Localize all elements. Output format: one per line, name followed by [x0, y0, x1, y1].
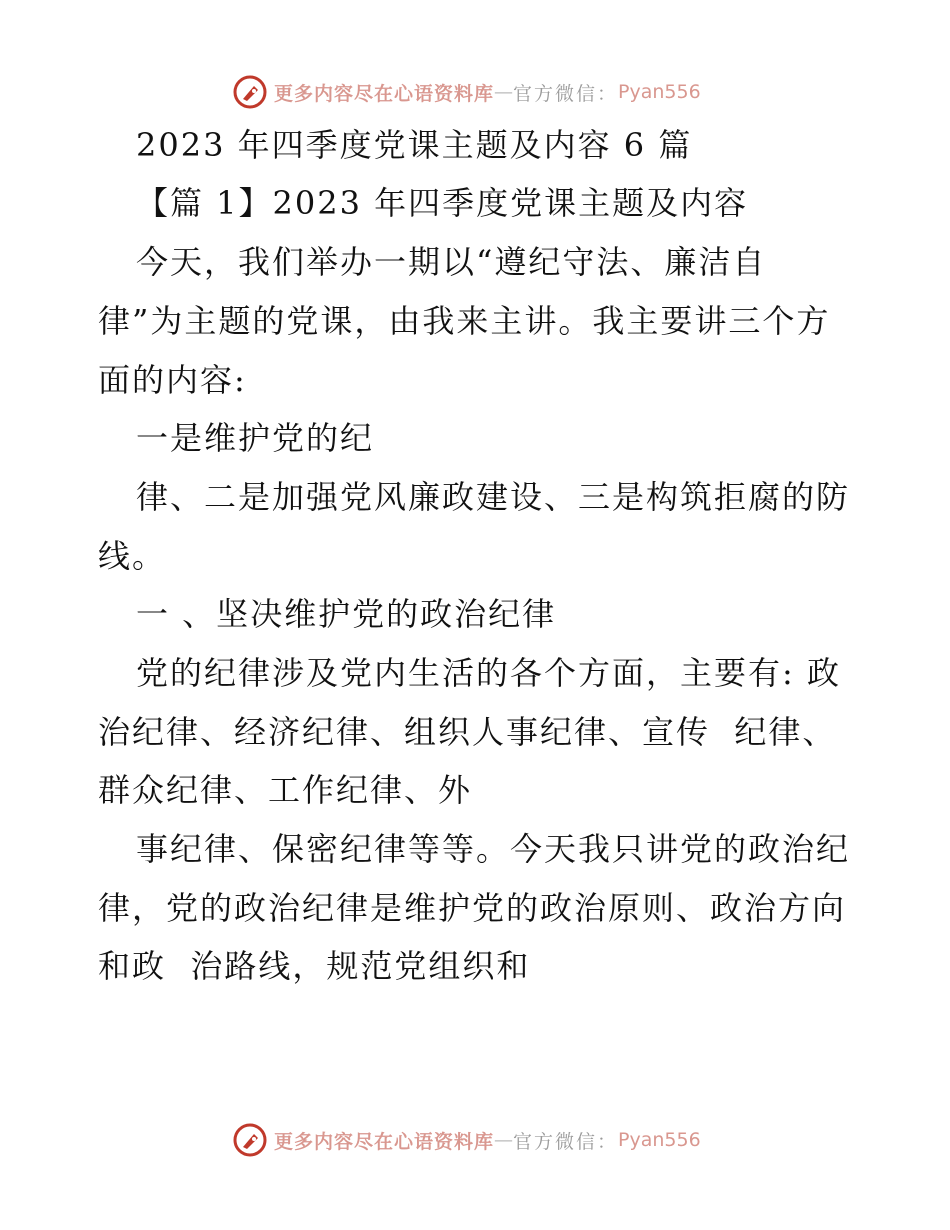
watermark-brand: 更多内容尽在心语资料库: [274, 82, 495, 105]
body-line: 一是维护党的纪: [136, 419, 375, 457]
watermark-banner-top: [232, 72, 701, 112]
body-line: 面的内容:: [98, 361, 247, 399]
pen-nib-logo-icon: [232, 1122, 268, 1158]
body-line: 律、二是加强党风廉政建设、三是构筑拒腐的防: [136, 478, 851, 516]
watermark-account: Pyan556: [618, 1129, 701, 1151]
pen-nib-logo-icon: [232, 74, 268, 110]
body-line: 事纪律、保密纪律等等。今天我只讲党的政治纪: [136, 830, 851, 868]
body-line: 律”为主题的党课，由我来主讲。我主要讲三个方: [98, 302, 831, 340]
watermark-wechat-label: 官方微信：: [513, 82, 619, 105]
document-title: 2023 年四季度党课主题及内容 6 篇: [136, 126, 693, 164]
body-line: 线。: [98, 537, 167, 575]
section-heading: 【篇 1】2023 年四季度党课主题及内容: [136, 184, 749, 222]
body-line: 党的纪律涉及党内生活的各个方面，主要有: 政: [136, 654, 841, 692]
body-line: 今天，我们举办一期以“遵纪守法、廉洁自: [136, 243, 767, 281]
watermark-account: Pyan556: [618, 81, 701, 103]
body-line: 律，党的政治纪律是维护党的政治原则、政治方向: [98, 889, 847, 927]
body-line: 治纪律、经济纪律、组织人事纪律、宣传 纪律、: [98, 713, 837, 751]
body-line: 群众纪律、工作纪律、外: [98, 771, 473, 809]
body-line: 和政 治路线，规范党组织和: [98, 947, 531, 985]
watermark-dash: —: [494, 1129, 514, 1151]
watermark-wechat-label: 官方微信：: [513, 1130, 619, 1153]
watermark-brand: 更多内容尽在心语资料库: [274, 1130, 495, 1153]
watermark-dash: —: [494, 81, 514, 103]
watermark-banner-bottom: [232, 1120, 701, 1160]
subsection-heading: 一 、坚决维护党的政治纪律: [136, 595, 557, 633]
